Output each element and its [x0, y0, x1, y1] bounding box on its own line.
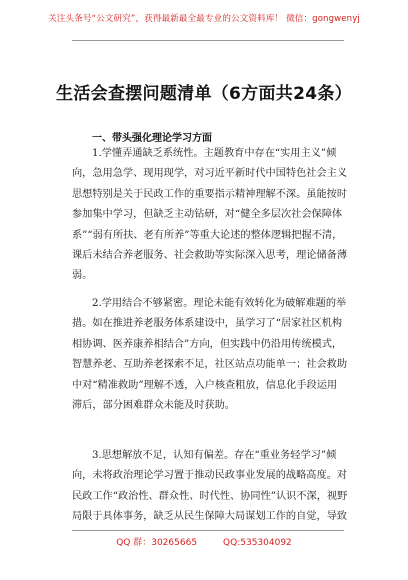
- paragraph-line: 滞后，部分困难群众未能及时获助。: [72, 399, 235, 411]
- footer-qq: QQ:535304092: [223, 538, 292, 548]
- paragraph-line: 民政工作“政治性、群众性、时代性、协同性”认识不深，视野: [72, 490, 348, 502]
- paragraph-line: 2.学用结合不够紧密。理论未能有效转化为破解难题的举: [92, 298, 347, 309]
- paragraph-line: 局限于具体事务，缺乏从民生保障大局谋划工作的自觉，导致: [72, 511, 348, 523]
- paragraph-line: 中对“精准救助”理解不透，入户核查粗放，信息化手段运用: [72, 379, 338, 391]
- paragraph-line: 参加集中学习，但缺乏主动钻研，对“健全多层次社会保障体: [72, 209, 343, 221]
- paragraph-2: [72, 294, 350, 416]
- paragraph-line: 3.思想解放不足，认知有偏差。存在“重业务轻学习”倾: [92, 450, 337, 461]
- paragraph-line: 智慧养老、互助养老探索不足，社区站点功能单一；社会救助: [72, 359, 348, 371]
- paragraph-line: 弱。: [72, 270, 93, 282]
- footer-divider: [72, 530, 344, 531]
- header-promo-note: 关注头条号“公文研究”，获得最新最全最专业的公文资料库！ 微信：gongwenyj: [48, 14, 360, 24]
- paragraph-line: 相协调、医养康养相结合”方向，但实践中仍沿用传统模式，: [72, 338, 343, 350]
- paragraph-line: 向，未将政治理论学习置于推动民政事业发展的战略高度。对: [72, 470, 348, 482]
- paragraph-3: [72, 446, 350, 528]
- header-divider: [72, 40, 344, 41]
- paragraph-line: 课后未结合养老服务、社会救助等实际深入思考，理论储备薄: [72, 249, 348, 261]
- paragraph-1: [72, 144, 350, 287]
- paragraph-line: 向，急用急学、现用现学，对习近平新时代中国特色社会主义: [72, 168, 348, 180]
- paragraph-line: 1.学懂弄通缺乏系统性。主题教育中存在“实用主义”倾: [92, 148, 337, 159]
- document-title: 生活会查摆问题清单（6方面共24条）: [56, 84, 352, 104]
- footer-contact: [0, 535, 408, 548]
- section-heading: 一、带头强化理论学习方面: [92, 133, 212, 144]
- paragraph-line: 措。如在推进养老服务体系建设中，虽学习了“居家社区机构: [72, 318, 343, 330]
- paragraph-line: 系”“弱有所扶、老有所养”等重大论述的整体逻辑把握不清，: [72, 229, 343, 241]
- footer-qq-group: QQ 群：30265665: [116, 538, 198, 548]
- paragraph-line: 思想特别是关于民政工作的重要指示精神理解不深。虽能按时: [72, 188, 348, 200]
